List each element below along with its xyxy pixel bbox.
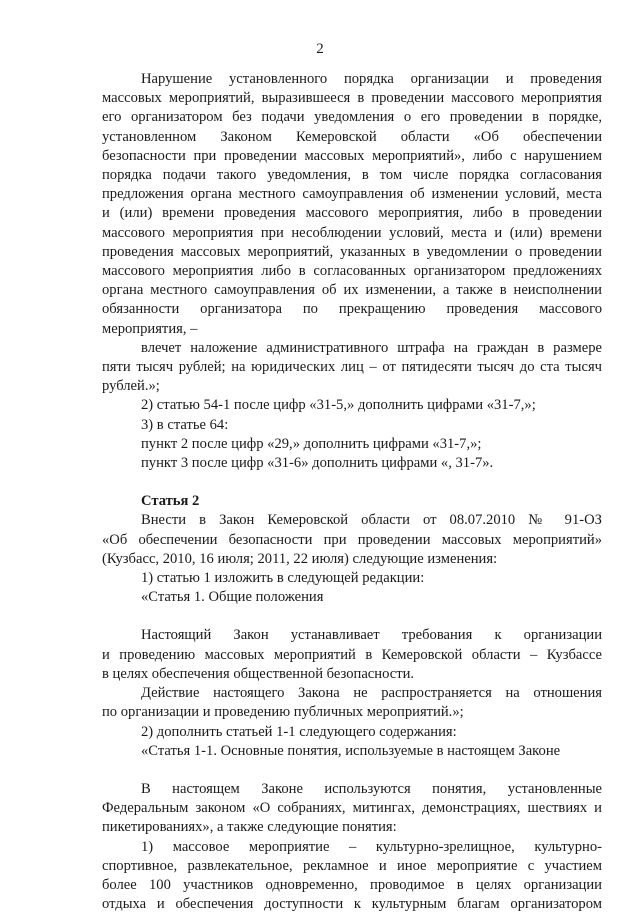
text-line: его организатором без подачи уведомления о его проведении в порядке, [102,109,602,126]
article-title: «Статья 1. Общие положения [141,589,324,606]
text-line: отдыха и обеспечения доступности к культурным благам организатором [102,896,602,913]
text-line: массового мероприятия при несоблюдении условий, места и (или) времени [102,224,602,241]
text-line: установленном Законом Кемеровской области «Об обеспечении [102,128,602,145]
violation-paragraph [102,70,602,339]
text-line: предложения органа местного самоуправления об изменении условий, места [102,186,602,203]
text-line: Действие настоящего Закона не распространяется на отношения [141,685,602,702]
text-line: влечет наложение административного штрафа на граждан в размере [141,339,602,356]
text-line: массового мероприятия либо в согласованных организатором предложениях [102,263,602,280]
article-title: «Статья 1-1. Основные понятия, используемые в настоящем Законе [141,742,561,759]
amendment-item: 2) статью 54-1 после цифр «31-5,» дополнить цифрами «31-7,»; [141,397,536,414]
text-line: органа местного самоуправления об их изменении, а также в неисполнении [102,282,602,299]
text-line: более 100 участников одновременно, проводимое в целях организации [102,876,602,893]
text-line: Федеральным законом «О собраниях, митингах, демонстрациях, шествиях и [102,800,602,817]
text-line: В настоящем Законе используются понятия, установленные [141,780,602,797]
amendment-item: пункт 2 после цифр «29,» дополнить цифрами «31-7,»; [141,435,482,452]
document-body [102,70,602,914]
article-heading: Статья 2 [141,493,200,510]
text-line: проведения массовых мероприятий, указанных в уведомлении о проведении [102,243,602,260]
text-line: Внести в Закон Кемеровской области от 08.07.2010 № 91-ОЗ [141,512,602,529]
amendment-item: 2) дополнить статьей 1-1 следующего содержания: [141,723,457,740]
amendment-item: 1) статью 1 изложить в следующей редакции: [141,570,425,587]
text-line: порядка подачи такого уведомления, в том числе порядка согласования [102,167,602,184]
amendment-item: пункт 3 после цифр «31-6» дополнить цифрами «, 31-7». [141,455,494,472]
text-line: Нарушение установленного порядка организации и проведения [141,71,602,87]
text-line: по организации и проведению публичных мероприятий.»; [102,704,464,721]
text-line: безопасности при проведении массовых мероприятий», либо с нарушением [102,147,602,164]
text-line: спортивное, развлекательное, рекламное и иное мероприятие с участием [102,857,602,874]
text-line: «Об обеспечении безопасности при проведении массовых мероприятий» [102,531,602,548]
text-line: в целях обеспечения общественной безопасности. [102,665,415,682]
text-line: массовых мероприятий, выразившееся в проведении массового мероприятия [102,90,602,107]
text-line: обязанности организатора по прекращению проведения массового [102,301,602,318]
text-line: пикетированиях», а также следующие понятия: [102,819,397,836]
text-line: (Кузбасс, 2010, 16 июля; 2011, 22 июля) следующие изменения: [102,550,498,567]
text-line: рублей.»; [102,378,160,395]
page-number: 2 [316,41,324,57]
penalty-paragraph [102,339,602,397]
text-line: мероприятия, – [102,320,198,337]
text-line: Настоящий Закон устанавливает требования к организации [141,627,602,644]
text-line: и проведению массовых мероприятий в Кемеровской области – Кузбассе [102,646,602,663]
text-line: пяти тысяч рублей; на юридических лиц – от пятидесяти тысяч до ста тысяч [102,359,602,376]
text-line: 1) массовое мероприятие – культурно-зрелищное, культурно- [141,838,602,855]
text-line: и (или) времени проведения массового мероприятия, либо в проведении [102,205,602,222]
amendment-item: 3) в статье 64: [141,416,229,433]
